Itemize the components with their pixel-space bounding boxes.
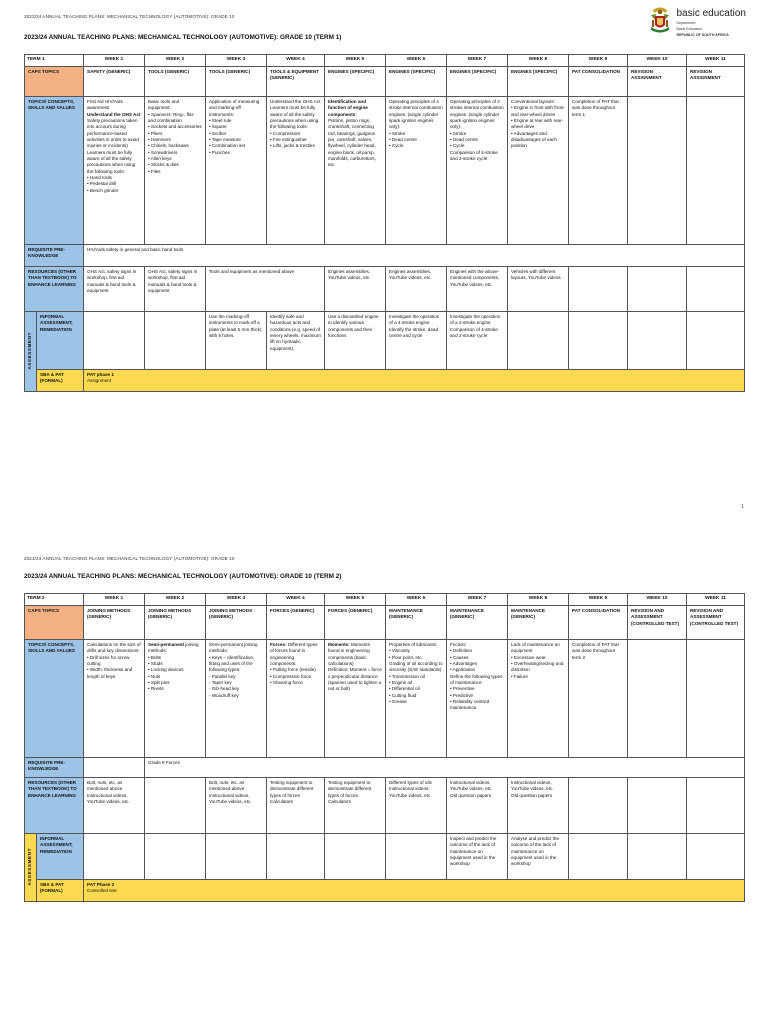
caps-topics-row (25, 67, 745, 97)
logo-line-2: Basic Education (676, 27, 703, 32)
prereq-row (25, 245, 745, 267)
resource-cell (687, 267, 745, 312)
caps-topic: MAINTENANCE (GENERIC) (508, 606, 569, 640)
caps-topics-row (25, 606, 745, 640)
topic-cell (687, 97, 745, 245)
assessment-side-label (25, 312, 37, 392)
resources-label: RESOURCES (OTHER THAN TEXTBOOK) TO ENHANCE LEARNING (25, 267, 84, 312)
resources-row (25, 778, 745, 834)
term-2-plan-table (24, 593, 745, 902)
week-header: WEEK 10 (628, 594, 687, 606)
week-header: WEEK 8 (508, 594, 569, 606)
sba-label: SBA & PAT (FORMAL) (37, 370, 84, 392)
week-header: WEEK 2 (145, 594, 206, 606)
topic-cell: Properties of lubricants: • Viscosity • Pour point, etc. Grading of oil according to viscosity (SAE standards) • Transmission oil • Engine oil • Differential oil • Cutting fluid • Grease (386, 640, 447, 758)
basic-education-logo (647, 6, 747, 37)
informal-cell: Investigate the operation of a 2-stroke engine Comparison of 4-stroke and 2-stroke cycle (447, 312, 508, 370)
running-head: 2023/24 ANNUAL TEACHING PLANS: MECHANICAL TECHNOLOGY (AUTOMOTIVE): GRADE 10 (24, 556, 235, 561)
week-header: WEEK 4 (267, 55, 325, 67)
caps-topic: JOINING METHODS (GENERIC) (84, 606, 145, 640)
sba-value (84, 880, 745, 902)
week-header: WEEK 4 (267, 594, 325, 606)
topic-cell: First Aid HIV/Aids awareness Understand the OHS Act Safety precautions taken into account during performance-based activities in order to avoid injuries or incidents) Learners must be fully aware of all the safety precautions when using the following tools: • Hand tools • Pedestal drill • Bench grinder (84, 97, 145, 245)
topic-cell: Forces: Different types of forces found in engineering components: • Pulling force (tensile) • Compressive force • Shearing force (267, 640, 325, 758)
resource-cell: Testing equipment to demonstrate different types of forces Calculators (267, 778, 325, 834)
sba-line-1: PAT phase 1 (87, 372, 114, 377)
caps-topic: ENGINES (SPECIFIC) (447, 67, 508, 97)
caps-topic: FORCES (GENERIC) (267, 606, 325, 640)
week-header: WEEK 1 (84, 55, 145, 67)
caps-topic: REVISION AND ASSESSMENT (CONTROLLED TEST) (687, 606, 745, 640)
resource-cell: Vehicles with different layouts, YouTube videos (508, 267, 569, 312)
topic-cell: Lack of maintenance on equipment • Excessive wear • Overheating/seizing and distortion • Failure (508, 640, 569, 758)
topic-cell: Completion of PAT that was done throughout term 2 (569, 640, 628, 758)
sba-row (25, 370, 745, 392)
week-header: WEEK 7 (447, 55, 508, 67)
prereq-label: REQUISITE PRE-KNOWLEDGE (25, 245, 84, 267)
caps-topic: REVISION AND ASSESSMENT (CONTROLLED TEST) (628, 606, 687, 640)
topic-cell: Identification and function of engine components: Pistons, piston rings, crankshaft, connecting rod, bearings, gudgeon pin, camshaft, valves, flywheel, cylinder head, engine block, oil pump, manifolds, carburettors, etc. (325, 97, 386, 245)
resource-cell: Bolt, nuts, etc. as mentioned above Instructional videos, YouTube videos, etc. (206, 778, 267, 834)
sba-line-2: Controlled test (87, 888, 117, 894)
logo-line-1: Department: (676, 21, 697, 25)
caps-topic: TOOLS (GENERIC) (145, 67, 206, 97)
sba-line-2: Assignment (87, 378, 112, 384)
term-2-title: 2023/24 ANNUAL TEACHING PLANS: MECHANICAL TECHNOLOGY (AUTOMOTIVE): GRADE 10 (TERM 2) (24, 573, 342, 580)
prereq-row (25, 758, 745, 778)
informal-cell: Use a dismantled engine to identify various components and their functions (325, 312, 386, 370)
topic-cell: Basic tools and equipment: • Spanners: Ring-, flat- and combination • Sockets and accessories • Pliers • Hammers • Chisels, hacksaws • Screwdrivers • Allen keys • Stocks & dies • Files (145, 97, 206, 245)
week-header: WEEK 5 (325, 594, 386, 606)
informal-cell (386, 834, 447, 880)
topics-label: TOPICS/ CONCEPTS, SKILLS AND VALUES (25, 97, 84, 245)
informal-cell (145, 834, 206, 880)
week-header: WEEK 7 (447, 594, 508, 606)
resource-cell: Tools and equipment as mentioned above (206, 267, 325, 312)
week-header: WEEK 11 (687, 594, 745, 606)
topics-label: TOPICS/ CONCEPTS, SKILLS AND VALUES (25, 640, 84, 758)
resource-cell: Engines with the above-mentioned components, YouTube videos, etc. (447, 267, 508, 312)
assessment-side-label (25, 834, 37, 902)
caps-topic: TOOLS & EQUIPMENT (GENERIC) (267, 67, 325, 97)
informal-assessment-row (25, 312, 745, 370)
week-header: WEEK 10 (628, 55, 687, 67)
caps-topic: ENGINES (SPECIFIC) (325, 67, 386, 97)
resource-cell (628, 778, 687, 834)
resources-label: RESOURCES (OTHER THAN TEXTBOOK) TO ENHANCE LEARNING (25, 778, 84, 834)
resource-cell: Different types of oils Instructional videos, YouTube videos, etc. (386, 778, 447, 834)
topic-cell (628, 640, 687, 758)
term-label: TERM 1 (25, 55, 84, 67)
resource-cell: Instructional videos, YouTube videos, etc. Old question papers (447, 778, 508, 834)
prereq-value: HIV/Aids safety in general and basic hand tools (84, 245, 745, 267)
informal-cell (145, 312, 206, 370)
informal-cell (325, 834, 386, 880)
topic-cell: Application of measuring and marking-off instruments: • Steel rule • Square • Scriber • Tape measure • Combination set • Punches (206, 97, 267, 245)
informal-cell (508, 312, 569, 370)
informal-cell: Identify safe and hazardous acts and conditions (e.g. speed of emery wheels, maximum lift on hydraulic equipment). (267, 312, 325, 370)
caps-topic: ENGINES (SPECIFIC) (508, 67, 569, 97)
caps-topic: JOINING METHODS (GENERIC) (206, 606, 267, 640)
page-term-2 (0, 548, 768, 1024)
week-header: WEEK 5 (325, 55, 386, 67)
caps-topic: ENGINES (SPECIFIC) (386, 67, 447, 97)
emphasis-text: Moments: (328, 642, 350, 647)
informal-cell (628, 312, 687, 370)
caps-topic: JOINING METHODS (GENERIC) (145, 606, 206, 640)
page-number: 1 (741, 504, 744, 510)
topic-cell: Semi-permanent joining methods: • Keys – Identification, fitting and uses of the following types: - Parallel key - Taper key - Gib-head key - Woodruff key (206, 640, 267, 758)
resource-cell: Engines assemblies, YouTube videos, etc. (325, 267, 386, 312)
term-1-plan-table (24, 54, 745, 392)
informal-cell: Investigate the operation of a 4-stroke engine Identify the stroke, dead centre and cycle (386, 312, 447, 370)
informal-cell: Inspect and predict the outcome of the lack of maintenance on equipment used in the workshop (447, 834, 508, 880)
prereq-label: REQUISITE PRE-KNOWLEDGE (25, 758, 84, 778)
topic-cell: Operating principles of 4 stroke internal combustion engines. (single cylinder spark ignition engines only): • Stroke • Dead centre • Cycle (386, 97, 447, 245)
prereq-value: Grade 9 Forces (145, 758, 745, 778)
week-header: WEEK 3 (206, 594, 267, 606)
assessment-label: ASSESSMENT (27, 331, 33, 370)
week-header: WEEK 11 (687, 55, 745, 67)
informal-cell: Analyse and predict the outcome of the lack of maintenance on equipment used in the workshop (508, 834, 569, 880)
emphasis-text: Understand the OHS Act (87, 111, 141, 117)
topic-cell: Understand the OHS Act Learners must be fully aware of all the safety precautions when using the following tools: • Compressors • Fire extinguisher • Lifts, jacks & trestles (267, 97, 325, 245)
week-header: WEEK 9 (569, 594, 628, 606)
caps-topic: MAINTENANCE (GENERIC) (386, 606, 447, 640)
sba-value (84, 370, 745, 392)
topic-cell: Calculations on the size of drills and key dimensions: • Drill sizes for screw cutting • Width, thickness and length of keys (84, 640, 145, 758)
informal-assessment-row (25, 834, 745, 880)
emphasis-text: Identification and function of engine components: (328, 99, 368, 117)
caps-topic: REVISION ASSIGNMENT (687, 67, 745, 97)
caps-topic: REVISION ASSIGNMENT (628, 67, 687, 97)
week-header: WEEK 2 (145, 55, 206, 67)
topic-cell: Moments: Moments found in engineering components (basic calculations) Definition: Moment = force x perpendicular distance (spanner used to tighten a nut or bolt) (325, 640, 386, 758)
resource-cell (687, 778, 745, 834)
caps-topic: FORCES (GENERIC) (325, 606, 386, 640)
resource-cell (569, 778, 628, 834)
week-header: WEEK 9 (569, 55, 628, 67)
caps-topic: PAT CONSOLIDATION (569, 67, 628, 97)
emphasis-text: Forces: (270, 642, 287, 647)
resource-cell: OHS Act, safety signs in workshop, first aid manuals & hand tools & equipment (84, 267, 145, 312)
coat-of-arms-icon (647, 6, 673, 34)
informal-cell (84, 312, 145, 370)
resource-cell: Engines assemblies, YouTube videos, etc. (386, 267, 447, 312)
header-row (25, 55, 745, 67)
resource-cell: OHS Act, safety signs in workshop, first aid manuals & hand tools & equipment (145, 267, 206, 312)
prereq-blank (84, 758, 145, 778)
week-header: WEEK 8 (508, 55, 569, 67)
topic-cell: Conventional layouts: • Engine in front with front- and rear-wheel drives • Engine at rear with rear-wheel drive • Advantages and disadvantages of each position (508, 97, 569, 245)
caps-topics-label: CAPS TOPICS (25, 67, 84, 97)
informal-label: INFORMAL ASSESSMENT; REMEDIATION (37, 834, 84, 880)
running-head: 2023/24 ANNUAL TEACHING PLANS: MECHANICAL TECHNOLOGY (AUTOMOTIVE): GRADE 10 (24, 14, 235, 19)
informal-cell (569, 312, 628, 370)
resource-cell: Instructional videos, YouTube videos, etc. Old question papers (508, 778, 569, 834)
sba-row (25, 880, 745, 902)
resource-cell: Bolt, nuts, etc. as mentioned above Instructional videos, YouTube videos, etc. (84, 778, 145, 834)
header-row (25, 594, 745, 606)
informal-cell (628, 834, 687, 880)
informal-cell (267, 834, 325, 880)
sba-label: SBA & PAT (FORMAL) (37, 880, 84, 902)
week-header: WEEK 6 (386, 55, 447, 67)
topics-row (25, 640, 745, 758)
caps-topic: PAT CONSOLIDATION (569, 606, 628, 640)
resource-cell (569, 267, 628, 312)
resource-cell (145, 778, 206, 834)
resources-row (25, 267, 745, 312)
informal-label: INFORMAL ASSESSMENT; REMEDIATION (37, 312, 84, 370)
topic-cell: Completion of PAT that was done throughout term 1 (569, 97, 628, 245)
informal-cell (569, 834, 628, 880)
informal-cell (206, 834, 267, 880)
term-1-title: 2023/24 ANNUAL TEACHING PLANS: MECHANICAL TECHNOLOGY (AUTOMOTIVE): GRADE 10 (TERM 1) (24, 34, 342, 41)
resource-cell: Testing equipment to demonstrate different types of forces Calculators (325, 778, 386, 834)
topic-cell (628, 97, 687, 245)
informal-cell (687, 312, 745, 370)
informal-cell: Use the marking-off instruments to mark-off a plate (at least 5 mm thick) with 5 holes. (206, 312, 267, 370)
week-header: WEEK 6 (386, 594, 447, 606)
informal-cell (84, 834, 145, 880)
topic-cell (687, 640, 745, 758)
sba-line-1: PAT Phase 2 (87, 882, 115, 887)
week-header: WEEK 3 (206, 55, 267, 67)
topics-row (25, 97, 745, 245)
informal-cell (687, 834, 745, 880)
caps-topics-label: CAPS TOPICS (25, 606, 84, 640)
logo-line-3: REPUBLIC OF SOUTH AFRICA (676, 33, 729, 38)
caps-topic: MAINTENANCE (GENERIC) (447, 606, 508, 640)
week-header: WEEK 1 (84, 594, 145, 606)
resource-cell (628, 267, 687, 312)
assessment-label: ASSESSMENT (27, 847, 33, 886)
emphasis-text: Semi-permanent (148, 642, 184, 647)
topic-cell: Friction: • Definition • Causes • Advantages • Application Define the following types of maintenance: • Preventive • Predictive • Reliability centred maintenance (447, 640, 508, 758)
caps-topic: SAFETY (GENERIC) (84, 67, 145, 97)
caps-topic: TOOLS (GENERIC) (206, 67, 267, 97)
logo-wordmark: basic education (676, 8, 746, 19)
topic-cell: Semi-permanent joining methods: • Bolts • Studs • Locking devices • Nuts • Split pins • Rivets (145, 640, 206, 758)
term-label: TERM 2 (25, 594, 84, 606)
topic-cell: Operating principles of 2 stroke internal combustion engines. (single cylinder spark ignition engines only): • Stroke • Dead centre • Cycle Comparison of 4-stroke and 2-stroke cycle (447, 97, 508, 245)
